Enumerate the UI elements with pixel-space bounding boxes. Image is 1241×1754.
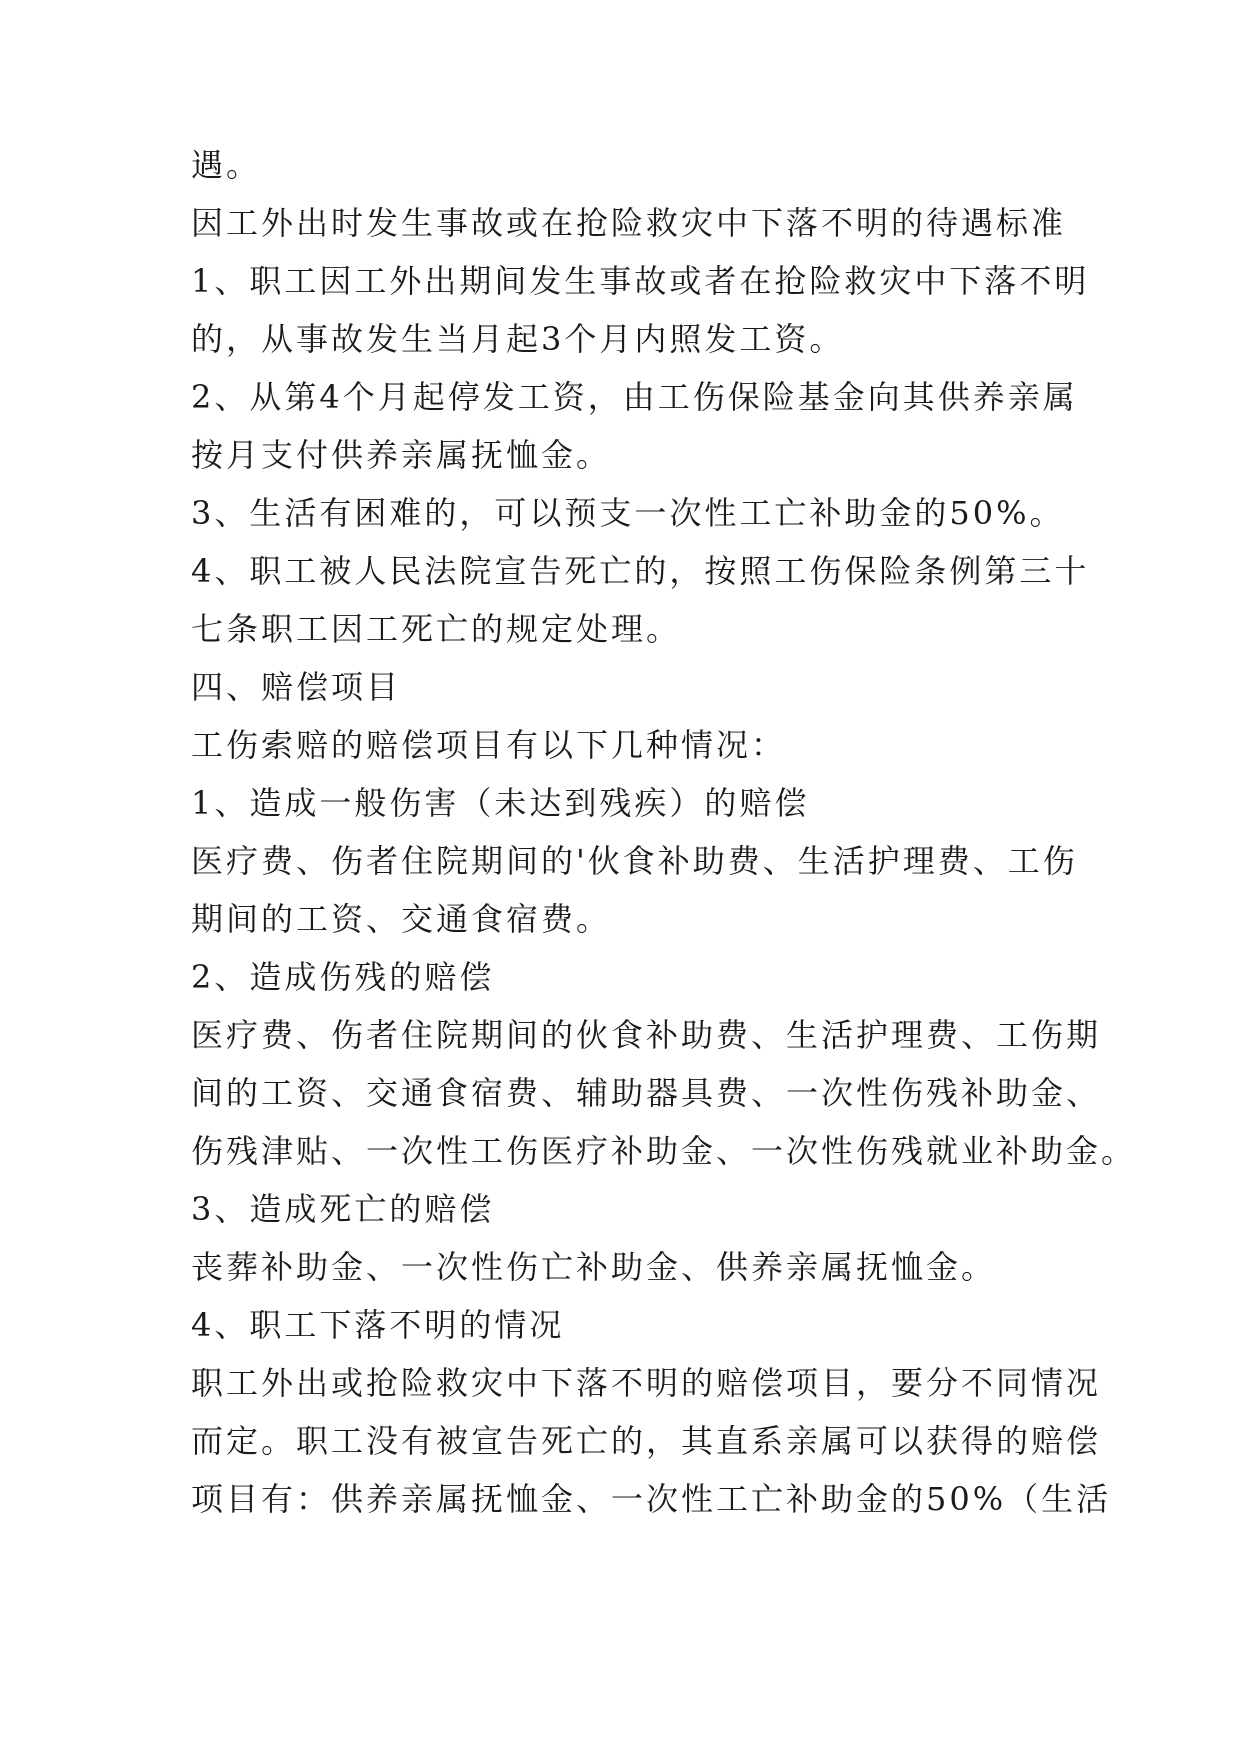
text-line: 项目有：供养亲属抚恤金、一次性工亡补助金的50%（生活	[191, 1480, 1112, 1518]
text-line: 3、生活有困难的，可以预支一次性工亡补助金的50%。	[191, 494, 1065, 532]
text-line: 职工外出或抢险救灾中下落不明的赔偿项目，要分不同情况	[191, 1364, 1102, 1402]
subsection-heading: 2、造成伤残的赔偿	[191, 958, 495, 996]
section-heading: 因工外出时发生事故或在抢险救灾中下落不明的待遇标准	[191, 204, 1067, 242]
section-heading: 四、赔偿项目	[191, 668, 402, 706]
text-line: 而定。职工没有被宣告死亡的，其直系亲属可以获得的赔偿	[191, 1422, 1102, 1460]
text-line: 工伤索赔的赔偿项目有以下几种情况：	[191, 726, 787, 764]
subsection-heading: 3、造成死亡的赔偿	[191, 1190, 495, 1228]
subsection-heading: 1、造成一般伤害（未达到残疾）的赔偿	[191, 784, 810, 822]
text-line: 按月支付供养亲属抚恤金。	[191, 436, 612, 474]
text-line: 伤残津贴、一次性工伤医疗补助金、一次性伤残就业补助金。	[191, 1132, 1137, 1170]
text-line: 七条职工因工死亡的规定处理。	[191, 610, 682, 648]
text-line: 间的工资、交通食宿费、辅助器具费、一次性伤残补助金、	[191, 1074, 1102, 1112]
text-line: 1、职工因工外出期间发生事故或者在抢险救灾中下落不明	[191, 262, 1090, 300]
text-line: 的，从事故发生当月起3个月内照发工资。	[191, 320, 845, 358]
subsection-heading: 4、职工下落不明的情况	[191, 1306, 565, 1344]
text-line: 4、职工被人民法院宣告死亡的，按照工伤保险条例第三十	[191, 552, 1090, 590]
text-line: 2、从第4个月起停发工资，由工伤保险基金向其供养亲属	[191, 378, 1078, 416]
text-line: 医疗费、伤者住院期间的'伙食补助费、生活护理费、工伤	[191, 842, 1078, 880]
text-line: 丧葬补助金、一次性伤亡补助金、供养亲属抚恤金。	[191, 1248, 997, 1286]
text-line: 期间的工资、交通食宿费。	[191, 900, 612, 938]
text-line: 遇。	[191, 146, 262, 184]
text-line: 医疗费、伤者住院期间的伙食补助费、生活护理费、工伤期	[191, 1016, 1102, 1054]
